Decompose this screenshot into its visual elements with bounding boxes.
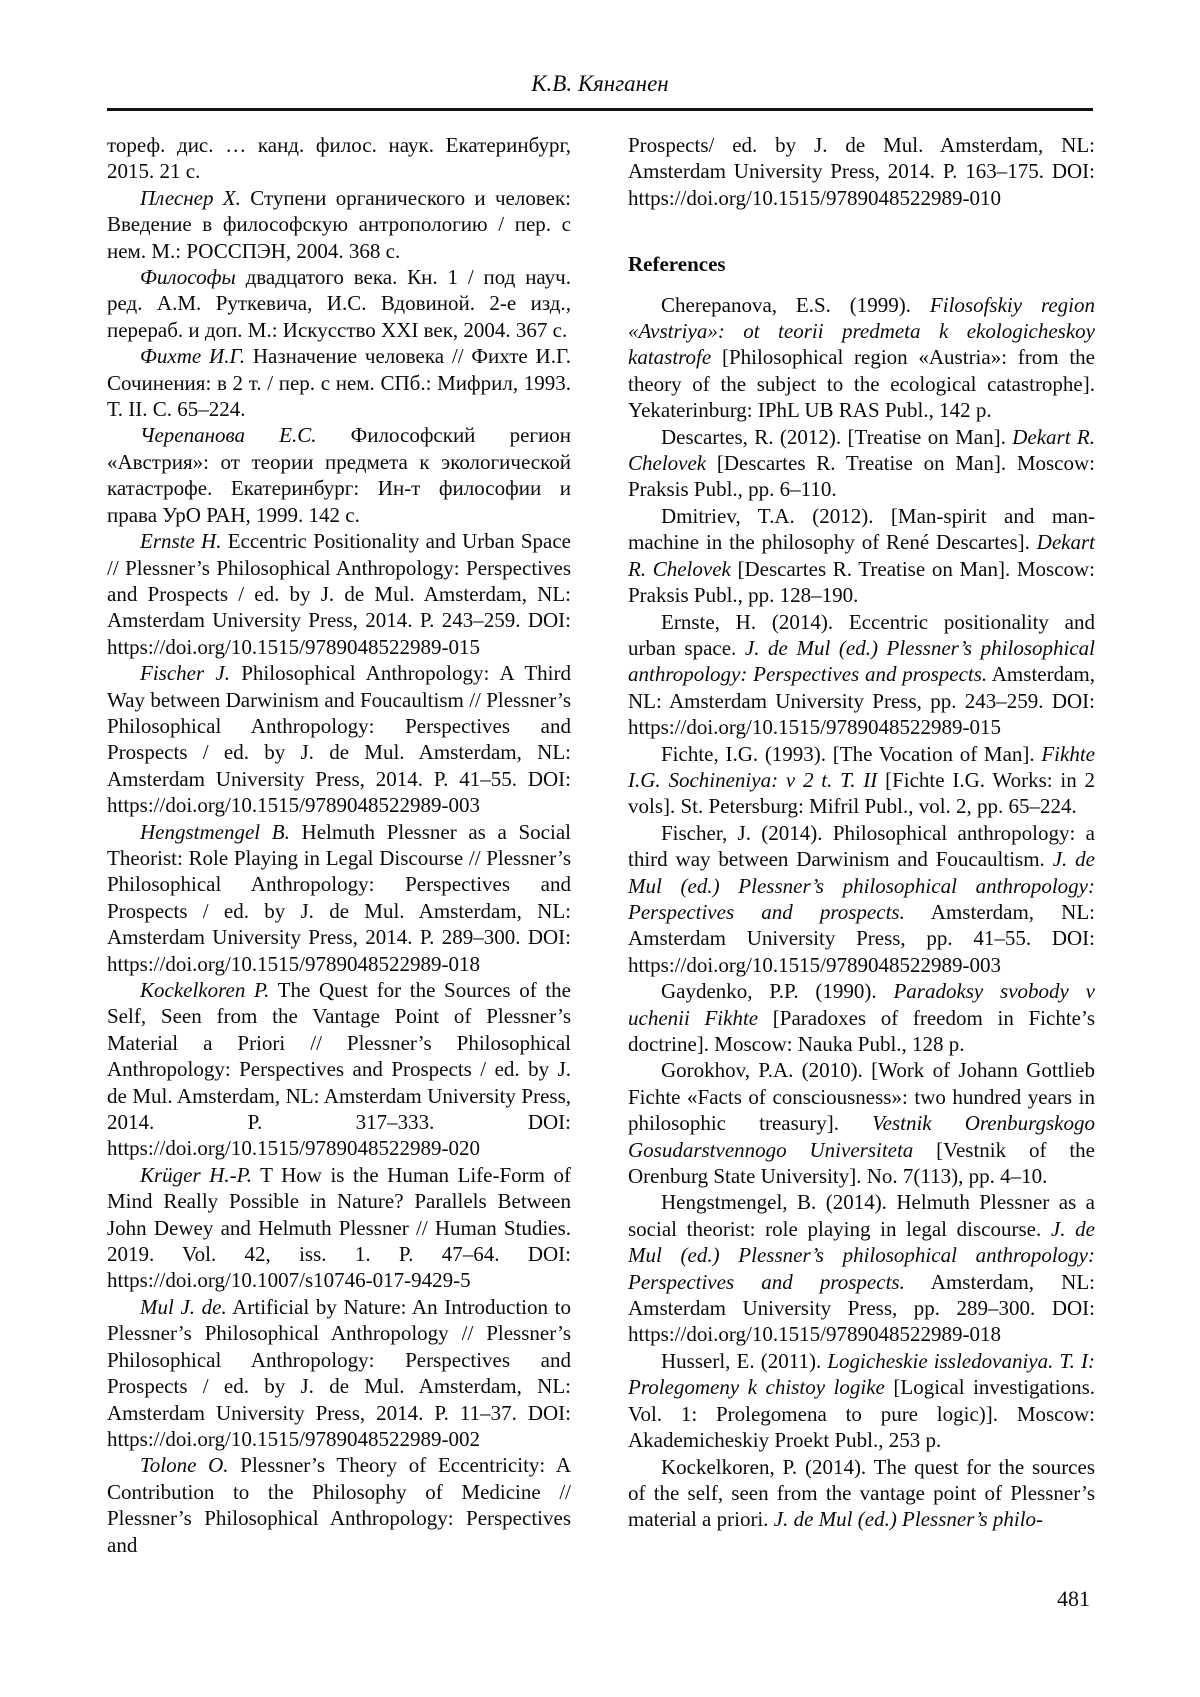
reference-text-run: [Descartes R. Treatise on Man]. Moscow: Praksis Publ., pp. 6–110.: [628, 451, 1095, 502]
references-list: [628, 292, 1095, 1533]
reference-italic-run: Hengstmengel B.: [140, 819, 290, 844]
reference-entry: [628, 978, 1095, 1057]
reference-entry: [107, 185, 571, 264]
reference-italic-run: J. de Mul (ed.) Plessner’s philo-: [773, 1507, 1044, 1532]
reference-text-run: тореф. дис. … канд. филос. наук. Екатеринбург, 2015. 21 с.: [107, 133, 571, 184]
reference-entry: [107, 1452, 571, 1558]
page-number: 481: [1057, 1586, 1090, 1611]
reference-entry: [628, 132, 1095, 211]
reference-text-run: T How is the Human Life-Form of Mind Really Possible in Nature? Parallels Between John Dewey and Helmuth Plessner // Human Studies. 2019. Vol. 42, iss. 1. P. 47–64. DOI: https://doi.org/10.1007/s10746-017-9429-5: [107, 1162, 572, 1293]
reference-italic-run: J. de Mul (ed.) Plessner’s philosophical anthropology: Perspectives and prospects.: [628, 1216, 1095, 1294]
reference-italic-run: Tolone O.: [140, 1453, 229, 1478]
reference-italic-run: J. de Mul (ed.) Plessner’s philosophical anthropology: Perspectives and prospects.: [628, 847, 1095, 924]
reference-entry: [107, 819, 571, 977]
reference-italic-run: Философы: [140, 265, 236, 290]
reference-text-run: [Philosophical region «Austria»: from the theory of the subject to the ecological catastrophe]. Yekaterinburg: IPhL UB RAS Publ., 142 p.: [628, 345, 1095, 423]
reference-text-run: [Paradoxes of freedom in Fichte’s doctrine]. Moscow: Nauka Publ., 128 p.: [628, 1005, 1095, 1056]
reference-text-run: Gorokhov, P.A. (2010). [Work of Johann Gottlieb Fichte «Facts of consciousness»: two hundred years in philosophic treasury].: [628, 1058, 1095, 1136]
reference-columns: [107, 132, 1095, 1558]
reference-italic-run: Dekart R. Chelovek: [628, 530, 1095, 581]
reference-italic-run: Фихте И.Г.: [140, 344, 246, 369]
reference-italic-run: Fischer J.: [140, 661, 230, 686]
continuation-block: [628, 132, 1095, 211]
left-column: [107, 132, 571, 1558]
header-rule: [107, 108, 1093, 111]
reference-text-run: Artificial by Nature: An Introduction to Plessner’s Philosophical Anthropology // Plessner’s Philosophical Anthropology: Perspectives and Prospects / ed. by J. de Mul. Amsterdam, NL: Amsterdam University Press, 2014. P. 11–37. DOI: https://doi.org/10.1515/9789048522989-002: [107, 1294, 571, 1451]
reference-text-run: Ступени органического и человек: Введение в философскую антропологию / пер. с нем. М.: РОССПЭН, 2004. 368 с.: [107, 185, 572, 263]
right-column: [628, 132, 1095, 1558]
reference-entry: [107, 264, 571, 343]
reference-text-run: Fichte, I.G. (1993). [The Vocation of Man].: [661, 741, 1042, 766]
reference-text-run: Cherepanova, E.S. (1999).: [661, 292, 930, 317]
reference-italic-run: Черепанова Е.С.: [140, 423, 317, 448]
reference-entry: [628, 292, 1095, 424]
reference-italic-run: Mul J. de.: [140, 1294, 227, 1319]
reference-entry: [628, 424, 1095, 503]
reference-text-run: Amsterdam, NL: Amsterdam University Press, pp. 243–259. DOI: https://doi.org/10.1515/9789048522989-015: [628, 662, 1095, 740]
reference-text-run: Fischer, J. (2014). Philosophical anthropology: a third way between Darwinism and Foucaultism.: [628, 820, 1095, 872]
reference-text-run: [Logical investigations. Vol. 1: Prolegomena to pure logic)]. Moscow: Akademicheskiy Proekt Publ., 253 p.: [628, 1375, 1095, 1453]
reference-italic-run: Vestnik Orenburgskogo Gosudarstvennogo Universiteta: [628, 1111, 1095, 1162]
reference-text-run: Назначение человека // Фихте И.Г. Сочинения: в 2 т. / пер. с нем. СПб.: Мифрил, 1993. Т. II. С. 65–224.: [107, 344, 571, 422]
reference-text-run: Descartes, R. (2012). [Treatise on Man].: [661, 424, 1013, 449]
reference-entry: [628, 609, 1095, 741]
reference-text-run: Kockelkoren, P. (2014). The quest for the sources of the self, seen from the vantage point of Plessner’s material a priori.: [628, 1454, 1095, 1532]
reference-entry: [107, 343, 571, 422]
reference-text-run: Amsterdam, NL: Amsterdam University Press, pp. 289–300. DOI: https://doi.org/10.1515/9789048522989-018: [628, 1269, 1095, 1347]
reference-text-run: [Vestnik of the Orenburg State University]. No. 7(113), pp. 4–10.: [628, 1137, 1095, 1189]
reference-entry: [628, 1454, 1095, 1533]
reference-entry: [628, 1057, 1095, 1189]
reference-italic-run: Filosofskiy region «Avstriya»: ot teorii predmeta k ekologicheskoy katastrofe: [628, 292, 1096, 370]
reference-text-run: Helmuth Plessner as a Social Theorist: Role Playing in Legal Discourse // Plessner’s Philosophical Anthropology: Perspectives and Prospects / ed. by J. de Mul. Amsterdam, NL: Amsterdam University Press, 2014. P. 289–300. DOI: https://doi.org/10.1515/9789048522989-018: [107, 819, 571, 976]
reference-entry: [628, 1348, 1095, 1454]
reference-italic-run: Fikhte I.G. Sochineniya: v 2 t. T. II: [628, 741, 1095, 792]
reference-entry: [107, 1162, 571, 1294]
reference-text-run: Amsterdam, NL: Amsterdam University Press, pp. 41–55. DOI: https://doi.org/10.1515/9789048522989-003: [628, 899, 1095, 977]
reference-entry: [107, 528, 571, 660]
reference-text-run: Ernste, H. (2014). Eccentric positionality and urban space.: [628, 609, 1095, 660]
reference-italic-run: Krüger H.-P.: [140, 1162, 252, 1187]
reference-text-run: Husserl, E. (2011).: [661, 1348, 828, 1373]
reference-entry: [107, 422, 571, 528]
reference-text-run: Dmitriev, T.A. (2012). [Man-spirit and man-machine in the philosophy of René Descartes].: [628, 503, 1095, 555]
reference-italic-run: Paradoksy svobody v uchenii Fikhte: [628, 979, 1096, 1030]
reference-entry: [107, 660, 571, 818]
reference-text-run: Plessner’s Theory of Eccentricity: A Contribution to the Philosophy of Medicine // Plessner’s Philosophical Anthropology: Perspectives and: [107, 1453, 571, 1557]
running-head: К.В. Кянганен: [531, 71, 669, 96]
reference-entry: [628, 741, 1095, 820]
reference-italic-run: Плеснер Х.: [140, 185, 241, 210]
reference-italic-run: Ernste H.: [140, 529, 222, 554]
reference-entry: [628, 820, 1095, 978]
reference-entry: [628, 1189, 1095, 1347]
reference-text-run: The Quest for the Sources of the Self, Seen from the Vantage Point of Plessner’s Material a Priori // Plessner’s Philosophical Anthropology: Perspectives and Prospects / ed. by J. de Mul. Amsterdam, NL: Amsterdam University Press, 2014. P. 317–333. DOI: https://doi.org/10.1515/9789048522989-020: [107, 978, 571, 1161]
reference-text-run: [Descartes R. Treatise on Man]. Moscow: Praksis Publ., pp. 128–190.: [628, 556, 1096, 608]
reference-text-run: [Fichte I.G. Works: in 2 vols]. St. Petersburg: Mifril Publ., vol. 2, pp. 65–224.: [628, 767, 1095, 819]
reference-entry: [107, 977, 571, 1162]
reference-text-run: Философский регион «Австрия»: от теории предмета к экологической катастрофе. Екатеринбург: Ин-т философии и права УрО РАН, 1999. 142 с.: [107, 423, 571, 527]
reference-text-run: двадцатого века. Кн. 1 / под науч. ред. А.М. Руткевича, И.С. Вдовиной. 2-е изд., перераб. и доп. М.: Искусство XXI век, 2004. 367 с.: [107, 265, 571, 342]
reference-text-run: Gaydenko, P.P. (1990).: [661, 979, 894, 1004]
reference-entry: [107, 132, 571, 185]
reference-entry: [628, 503, 1095, 609]
reference-text-run: Hengstmengel, B. (2014). Helmuth Plessner as a social theorist: role playing in legal discourse.: [628, 1190, 1095, 1241]
reference-italic-run: Logicheskie issledovaniya. T. I: Prolegomeny k chistoy logike: [628, 1348, 1095, 1400]
references-heading: References: [628, 252, 726, 277]
reference-text-run: Eccentric Positionality and Urban Space // Plessner’s Philosophical Anthropology: Perspectives and Prospects / ed. by J. de Mul. Amsterdam, NL: Amsterdam University Press, 2014. P. 243–259. DOI: https://doi.org/10.1515/9789048522989-015: [107, 529, 571, 659]
reference-entry: [107, 1294, 571, 1452]
reference-text-run: Prospects/ ed. by J. de Mul. Amsterdam, NL: Amsterdam University Press, 2014. P. 163–175. DOI: https://doi.org/10.1515/9789048522989-010: [628, 133, 1095, 210]
reference-text-run: Philosophical Anthropology: A Third Way between Darwinism and Foucaultism // Plessner’s Philosophical Anthropology: Perspectives and Prospects / ed. by J. de Mul. Amsterdam, NL: Amsterdam University Press, 2014. P. 41–55. DOI: https://doi.org/10.1515/9789048522989-003: [107, 661, 571, 818]
reference-italic-run: Dekart R. Chelovek: [628, 424, 1095, 476]
reference-italic-run: J. de Mul (ed.) Plessner’s philosophical anthropology: Perspectives and prospects.: [628, 635, 1096, 687]
reference-italic-run: Kockelkoren P.: [140, 978, 270, 1002]
